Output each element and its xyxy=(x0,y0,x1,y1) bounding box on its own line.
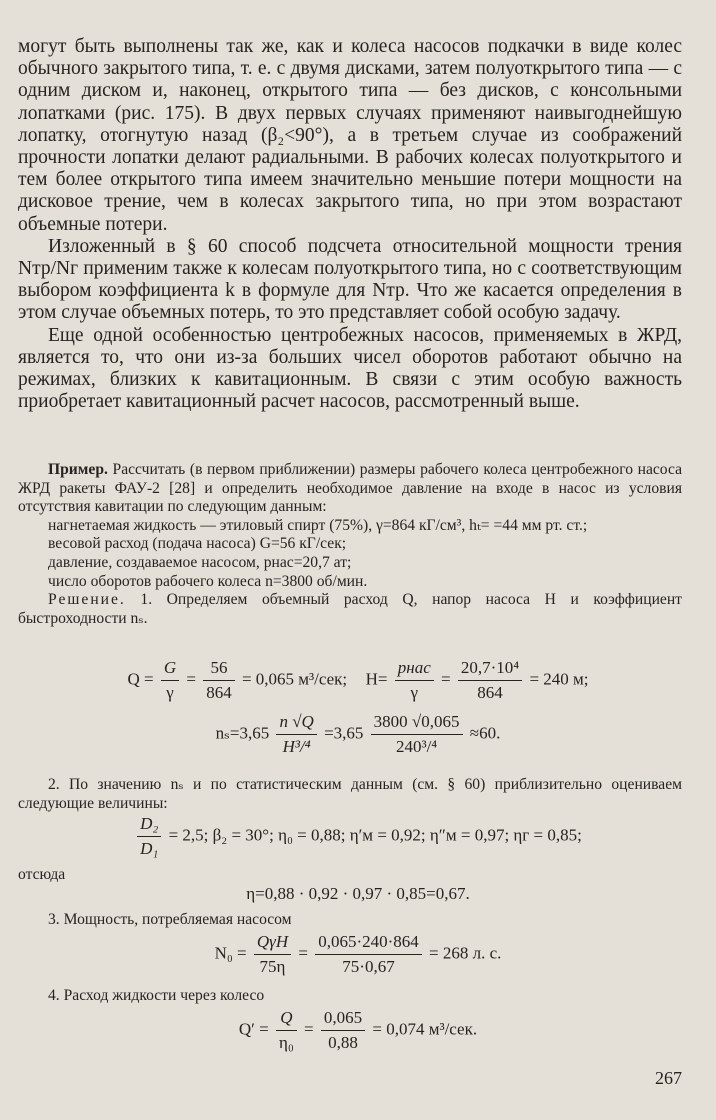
eq1-frac-h-values: $\frac{\text{20,7·10⁴}}{864}$ xyxy=(458,658,522,703)
paragraph-3: Еще одной особенностью центробежных насосов, применяемых в ЖРД, является то, что они из-за больших чисел оборотов работают обычно на режимах, близких к кавитационным. В связи с этим особую важность приобретает кавитационный расчет насосов, рассмотренный выше. xyxy=(18,324,682,413)
eq6-frac-symbolic: $\frac{Q}{\text{η₀}}$ xyxy=(276,1008,297,1053)
solution-text: 1. Определяем объемный расход Q, напор насоса H и коэффициент быстроходности nₛ. xyxy=(18,591,682,627)
main-text xyxy=(18,36,682,413)
step-3-text: 3. Мощность, потребляемая насосом xyxy=(48,911,292,928)
paragraph-1: могут быть выполнены так же, как и колеса насосов подкачки в виде колес обычного закрытого типа, т. е. с двумя дисками, затем полуоткрытого типа — с одним диском и, наконец, открытого типа — без дисков, с консольными лопатками (рис. 175). В двух первых случаях применяют наивыгоднейшую лопатку, отогнутую назад (β₂<90°), а в третьем случае из соображений прочности лопатки делают радиальными. В рабочих колесах полуоткрытого и тем более открытого типа имеем значительно меньшие потери мощности на дисковое трение, чем в колесах закрытого типа, но при этом возрастают объемные потери. xyxy=(18,36,682,235)
eq6-frac-values: $\frac{0,065}{0,88}$ xyxy=(321,1008,365,1053)
step-4-text: 4. Расход жидкости через колесо xyxy=(48,987,265,1004)
step-2-text: 2. По значению nₛ и по статистическим данным (см. § 60) приблизительно оцениваем следующие величины: xyxy=(18,776,682,812)
eq1-q-result: = 0,065 м³/сек; xyxy=(241,669,348,689)
eq1-frac-values: $\frac{56}{864}$ xyxy=(203,658,235,703)
eq2-frac-symbolic: $\frac{n √Q}{\text{H³/⁴}}$ xyxy=(276,712,316,757)
equation-flow-through-wheel: Q′ = $\frac{Q}{\text{η₀}}$ = $\frac{0,065}{0,88}$ = 0,074 м³/сек. xyxy=(238,1008,478,1052)
page-number: 267 xyxy=(655,1068,682,1088)
equation-flow-head: Q = $\frac{G}{\gamma}$ = $\frac{56}{864}$ = 0,065 м³/сек; H= $\frac{\text{pнас}}{\gamma}$ = $\frac{\text{20,7·10⁴}}{864}$ = 240 м; xyxy=(127,658,589,702)
example-block xyxy=(18,461,682,628)
example-lead: Пример. xyxy=(48,461,108,478)
eq5-frac-symbolic: $\frac{\text{QγH}}{75\eta}$ xyxy=(254,932,291,977)
example-line-2: весовой расход (подача насоса) G=56 кГ/сек; xyxy=(48,535,347,553)
paragraph-2: Изложенный в § 60 способ подсчета относительной мощности трения Nтр/Nг применим также к колесам полуоткрытого типа, но с соответствующим выбором коэффициента k в формуле для Nтр. Что же касается определения в этом случае объемных потерь, то это представляет собой особую задачу. xyxy=(18,235,682,324)
equation-specific-speed: nₛ=3,65 $\frac{n √Q}{\text{H³/⁴}}$ =3,65 $\frac{3800 √0,065}{\text{240³/⁴}}$ ≈60. xyxy=(215,712,501,756)
solution-lead: Решение. xyxy=(48,591,126,609)
eq2-frac-values: $\frac{3800 √0,065}{\text{240³/⁴}}$ xyxy=(371,712,463,757)
equation-estimates: $\frac{\text{D₂}}{\text{D₁}}$ = 2,5; β₂ = 30°; η₀ = 0,88; η′м = 0,92; η″м = 0,97; ηг = 0,85; xyxy=(0,814,716,859)
equation-power: N₀ = $\frac{\text{QγH}}{75\eta}$ = $\frac{0,065\cdot 240\cdot 864}{75\cdot 0,67}$ = 268 л. с. xyxy=(214,932,502,976)
example-intro: Рассчитать (в первом приближении) размеры рабочего колеса центробежного насоса ЖРД ракеты ФАУ-2 [28] и определить необходимое давление на входе в насос из условия отсутствия кавитации по следующим данным: xyxy=(18,461,682,516)
eq1-h-result: = 240 м; xyxy=(529,669,589,689)
equation-efficiency: η=0,88 · 0,92 · 0,97 · 0,85=0,67. xyxy=(246,884,470,903)
example-line-1: нагнетаемая жидкость — этиловый спирт (75%), γ=864 кГ/см³, hₜ= =44 мм рт. ст.; xyxy=(48,516,588,534)
eq3-frac-d2-d1: $\frac{\text{D₂}}{\text{D₁}}$ xyxy=(137,814,161,859)
eq1-h-lhs: H= xyxy=(365,669,388,689)
example-line-3: давление, создаваемое насосом, pнас=20,7 ат; xyxy=(48,553,352,571)
eq1-q-lhs: Q = xyxy=(127,669,154,689)
eq5-frac-values: $\frac{0,065\cdot 240\cdot 864}{75\cdot 0,67}$ xyxy=(315,932,422,977)
example-line-4: число оборотов рабочего колеса n=3800 об/мин. xyxy=(48,572,368,590)
otsyuda-text: отсюда xyxy=(18,866,66,883)
eq1-frac-g-gamma: $\frac{G}{\gamma}$ xyxy=(161,658,179,703)
eq1-frac-p-gamma: $\frac{\text{pнас}}{\gamma}$ xyxy=(395,658,434,703)
